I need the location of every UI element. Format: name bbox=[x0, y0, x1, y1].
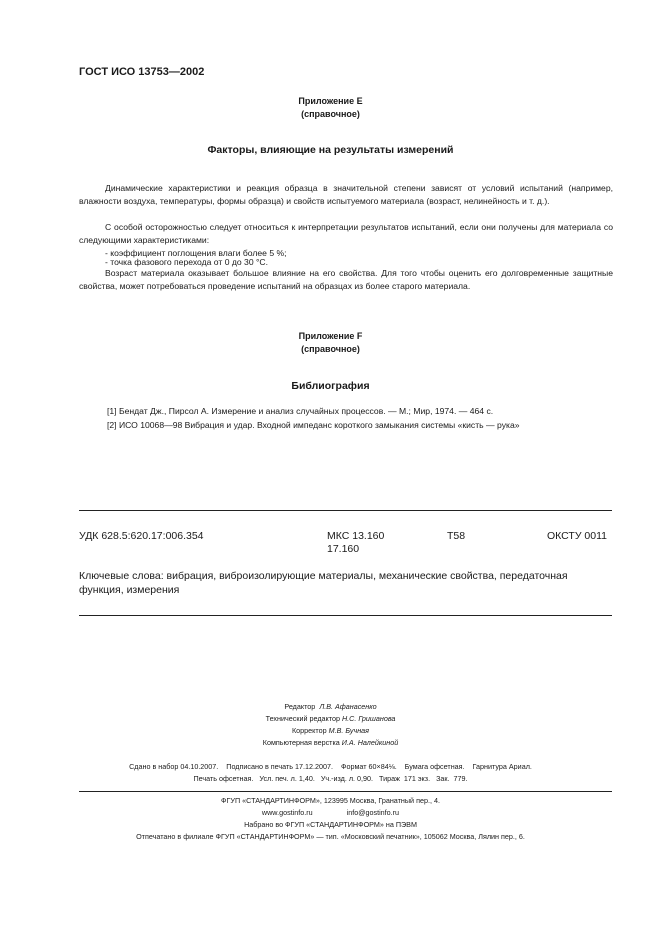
tech-editor-name: Н.С. Гришанова bbox=[341, 714, 396, 723]
print-info-2: Печать офсетная. Усл. печ. л. 1,40. Уч.-изд. л. 0,90. Тираж 171 экз. Зак. 779. bbox=[193, 774, 468, 783]
appendix-e-kind: (справочное) bbox=[301, 109, 360, 119]
editor-label: Редактор bbox=[284, 702, 316, 711]
publisher-typeset: Набрано во ФГУП «СТАНДАРТИНФОРМ» на ПЭВМ bbox=[244, 820, 417, 829]
divider bbox=[79, 791, 612, 792]
divider bbox=[79, 510, 612, 511]
tech-editor-line bbox=[0, 713, 661, 725]
appendix-f-kind: (справочное) bbox=[301, 344, 360, 354]
paragraph-age: Возраст материала оказывает большое влияние на его свойства. Для того чтобы оценить его долговременные защитные свойства, может потребоваться проведение испытаний на образцах из более старого материала. bbox=[79, 268, 613, 291]
publisher-printed: Отпечатано в филиале ФГУП «СТАНДАРТИНФОРМ» — тип. «Московский печатник», 105062 Москва, Лялин пер., 6. bbox=[136, 832, 525, 841]
divider bbox=[79, 615, 612, 616]
print-info-1: Сдано в набор 04.10.2007. Подписано в печать 17.12.2007. Формат 60×84⅛. Бумага офсетная. Гарнитура Ариал. bbox=[129, 762, 532, 771]
mks-code-2: 17.160 bbox=[327, 543, 360, 555]
tech-editor-label: Технический редактор bbox=[265, 714, 340, 723]
keywords: Ключевые слова: вибрация, виброизолирующие материалы, механические свойства, передаточная функция, измерения bbox=[79, 570, 568, 596]
t-code: Т58 bbox=[447, 530, 466, 542]
editor-name: Л.В. Афанасенко bbox=[319, 702, 377, 711]
okstu-code: ОКСТУ 0011 bbox=[547, 530, 607, 542]
corrector-line bbox=[0, 725, 661, 737]
list-item: - точка фазового перехода от 0 до 30 °С. bbox=[105, 257, 269, 267]
bibliography-ref-2: [2] ИСО 10068—98 Вибрация и удар. Входной импеданс короткого замыкания системы «кисть — рука» bbox=[107, 420, 520, 430]
publisher-address: ФГУП «СТАНДАРТИНФОРМ», 123995 Москва, Гранатный пер., 4. bbox=[221, 796, 440, 805]
bibliography-ref-1: [1] Бендат Дж., Пирсол А. Измерение и анализ случайных процессов. — М.; Мир, 1974. — 464 с. bbox=[107, 406, 494, 416]
mks-code-1: МКС 13.160 bbox=[327, 530, 385, 542]
paragraph-caution: С особой осторожностью следует относиться к интерпретации результатов испытаний, если они получены для материала со следующими характеристиками: bbox=[79, 222, 613, 245]
appendix-e-title: Приложение Е bbox=[298, 96, 363, 106]
paragraph-conditions: Динамические характеристики и реакция образца в значительной степени зависят от условий испытаний (например, влажности воздуха, температуры, формы образца) и свойств испытуемого материала (возраст, нелинейность и т. д.). bbox=[79, 183, 613, 206]
standard-number: ГОСТ ИСО 13753—2002 bbox=[79, 66, 205, 78]
corrector-name: М.В. Бучная bbox=[328, 726, 369, 735]
corrector-label: Корректор bbox=[291, 726, 327, 735]
appendix-f-title: Приложение F bbox=[298, 331, 363, 341]
publisher-contacts: www.gostinfo.ru info@gostinfo.ru bbox=[261, 808, 400, 817]
bibliography-heading: Библиография bbox=[291, 380, 370, 392]
editor-line bbox=[0, 701, 661, 713]
layout-line bbox=[0, 737, 661, 749]
layout-name: И.А. Налейкиной bbox=[341, 738, 399, 747]
layout-label: Компьютерная верстка bbox=[262, 738, 340, 747]
udk-code: УДК 628.5:620.17:006.354 bbox=[79, 530, 204, 542]
list-item: - коэффициент поглощения влаги более 5 %; bbox=[105, 248, 287, 258]
appendix-e-heading: Факторы, влияющие на результаты измерений bbox=[207, 144, 454, 156]
